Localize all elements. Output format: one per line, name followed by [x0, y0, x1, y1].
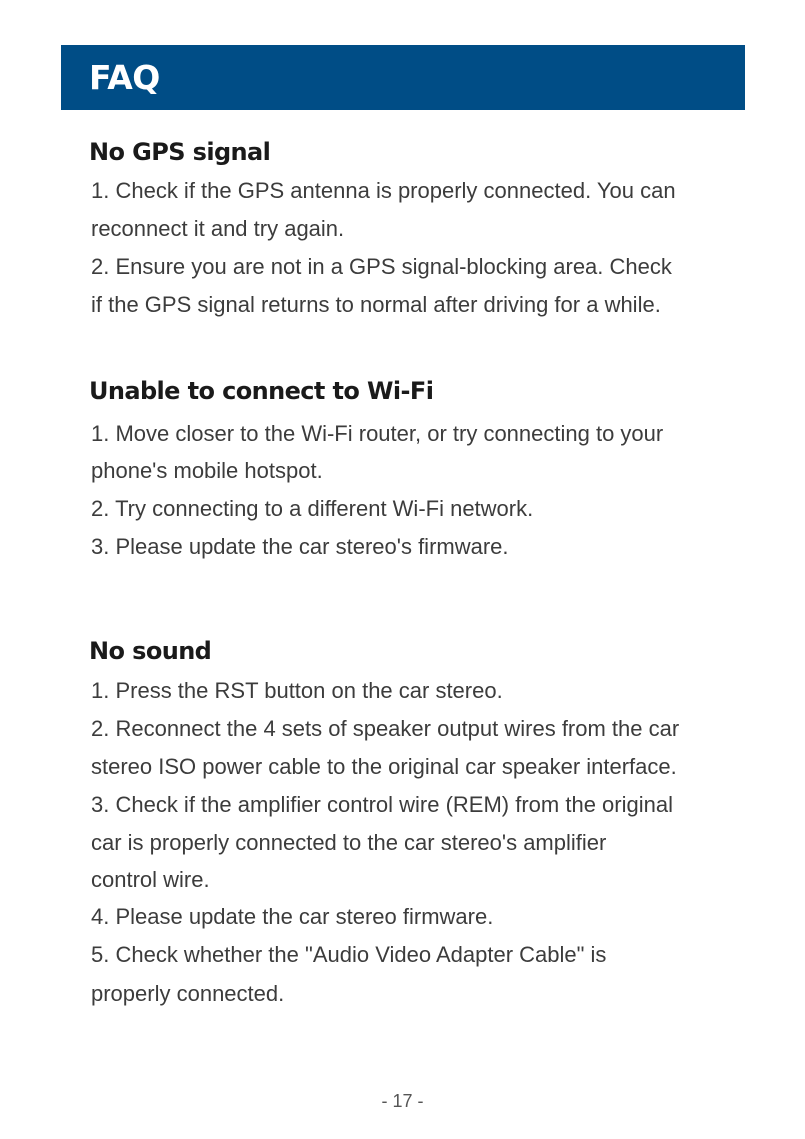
section-1-line-4: if the GPS signal returns to normal after driving for a while. [91, 292, 661, 317]
page-title: FAQ [89, 58, 160, 97]
section-3-line-4: 3. Check if the amplifier control wire (REM) from the original [91, 792, 673, 817]
section-2-line-3: 2. Try connecting to a different Wi-Fi network. [91, 496, 534, 521]
section-3-line-7: 4. Please update the car stereo firmware. [91, 904, 494, 929]
section-1-line-3: 2. Ensure you are not in a GPS signal-blocking area. Check [91, 254, 672, 279]
section-2-line-4: 3. Please update the car stereo's firmware. [91, 534, 509, 559]
faq-header-bar [61, 45, 745, 110]
section-heading-no-sound: No sound [89, 637, 212, 665]
section-3-line-6: control wire. [91, 867, 210, 892]
section-3-line-3: stereo ISO power cable to the original car speaker interface. [91, 754, 677, 779]
page-number: - 17 - [381, 1091, 424, 1111]
section-2-line-1: 1. Move closer to the Wi-Fi router, or try connecting to your [91, 421, 664, 446]
section-3-line-2: 2. Reconnect the 4 sets of speaker output wires from the car [91, 716, 680, 741]
section-1-line-2: reconnect it and try again. [91, 216, 345, 241]
section-3-line-5: car is properly connected to the car stereo's amplifier [91, 830, 607, 855]
section-2-line-2: phone's mobile hotspot. [91, 458, 323, 483]
section-heading-no-gps-signal: No GPS signal [89, 138, 271, 166]
section-1-line-1: 1. Check if the GPS antenna is properly connected. You can [91, 178, 676, 203]
section-3-line-1: 1. Press the RST button on the car stereo. [91, 678, 503, 703]
section-3-line-9: properly connected. [91, 981, 285, 1006]
section-3-line-8: 5. Check whether the "Audio Video Adapter Cable" is [91, 942, 607, 967]
section-heading-unable-to-connect-wifi: Unable to connect to Wi-Fi [89, 377, 434, 405]
